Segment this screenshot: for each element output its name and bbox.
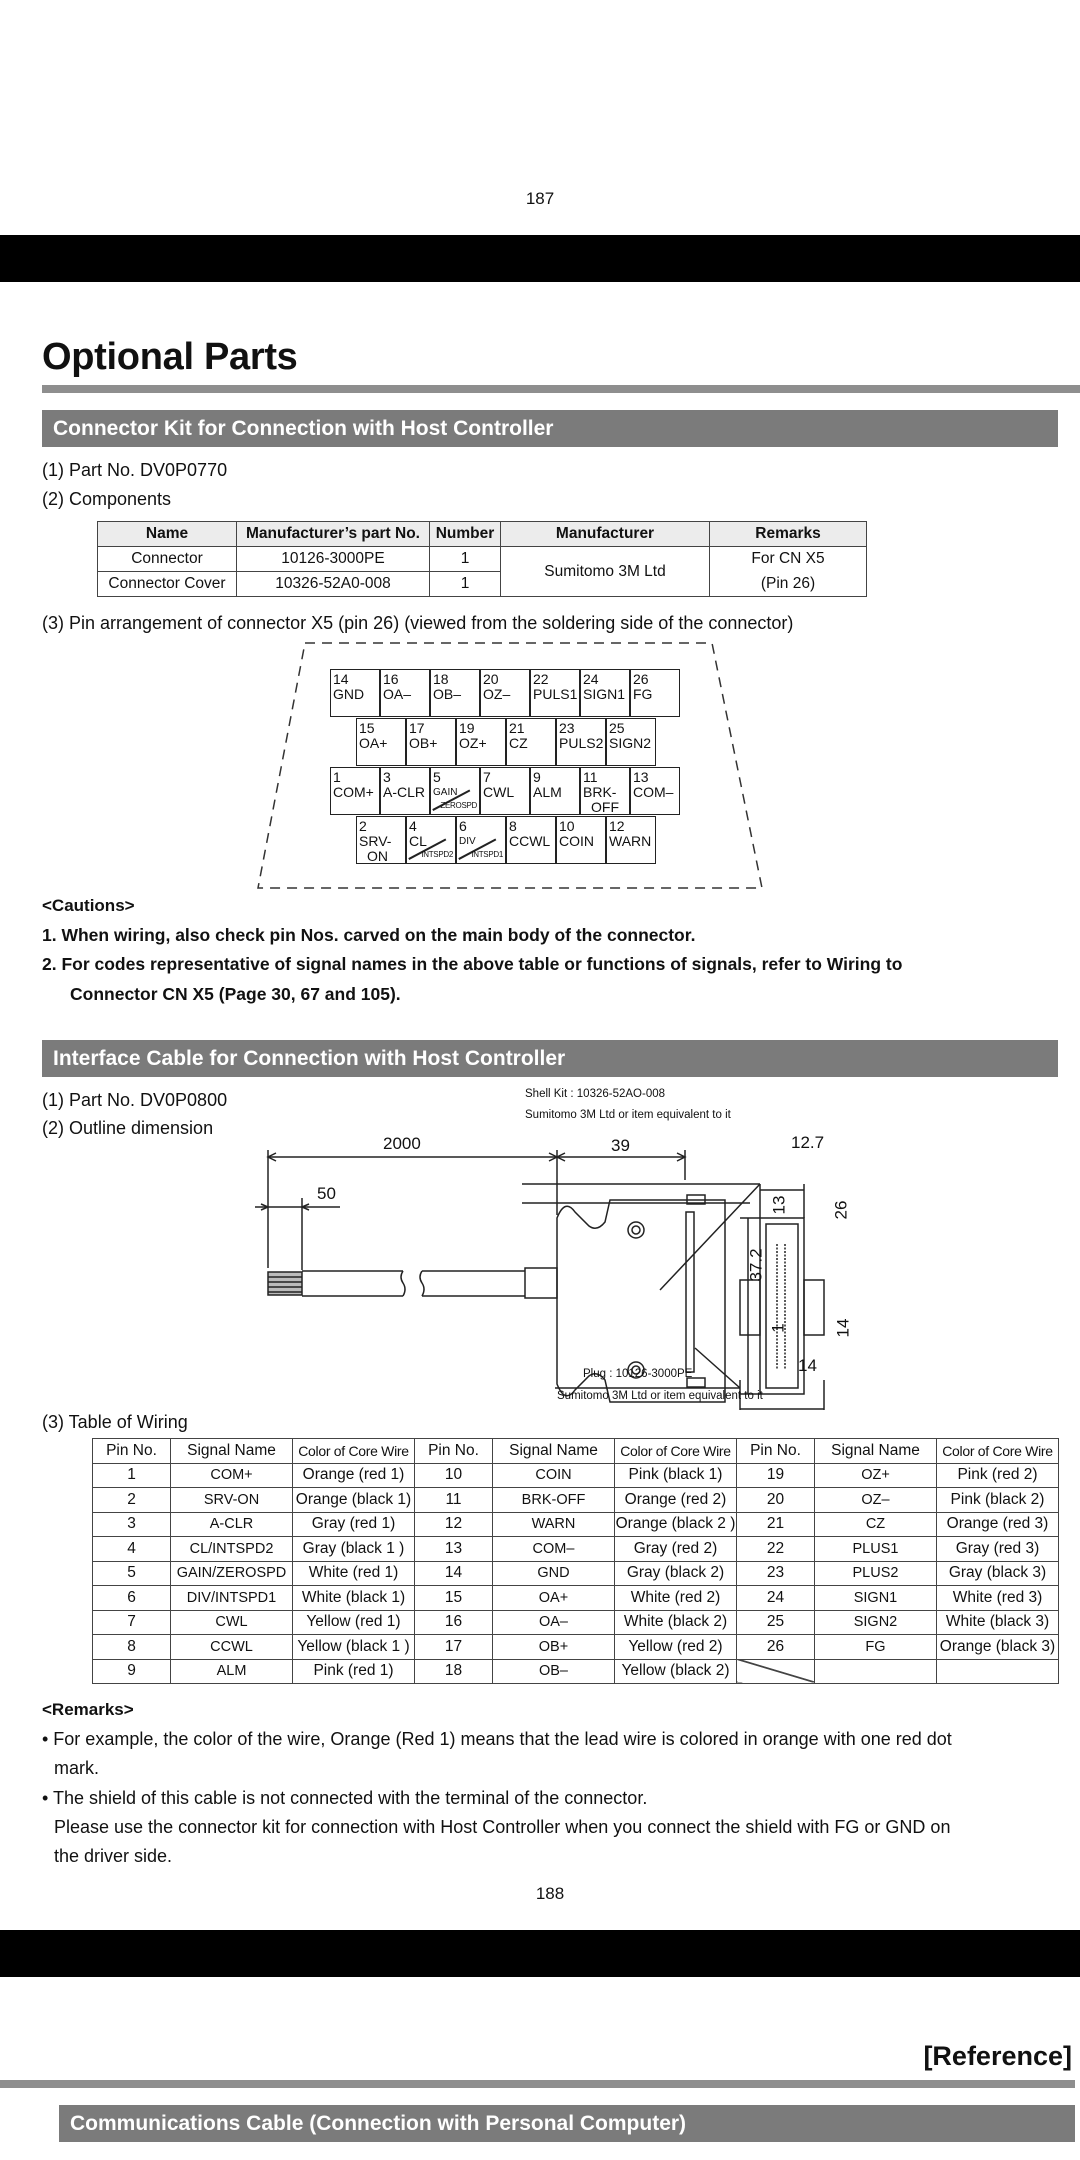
- cell: Orange (black 2 ): [615, 1512, 737, 1537]
- cell: Pink (red 1): [293, 1659, 415, 1684]
- cell: Orange (black 3): [937, 1635, 1059, 1660]
- cell: 23: [737, 1561, 815, 1586]
- cell: Pink (red 2): [937, 1463, 1059, 1488]
- remark-item-2-cont: Please use the connector kit for connection with Host Controller when you connect the shield with FG or GND on: [54, 1817, 951, 1837]
- reference-rule: [0, 2080, 1075, 2088]
- wiring-table: [92, 1438, 1059, 1684]
- remark-item-1-cont: mark.: [54, 1758, 99, 1778]
- col-header: Name: [98, 522, 237, 547]
- components-table: [97, 521, 867, 597]
- cell: 3: [93, 1512, 171, 1537]
- plug-label: Plug : 10126-3000PE: [583, 1368, 693, 1380]
- cell: Pink (black 1): [615, 1463, 737, 1488]
- remark-item-1: • For example, the color of the wire, Orange (Red 1) means that the lead wire is colored in orange with one red dot: [42, 1729, 952, 1749]
- cell: 4: [93, 1537, 171, 1562]
- cell: Yellow (red 1): [293, 1610, 415, 1635]
- outline-dimension-label: (2) Outline dimension: [42, 1118, 214, 1138]
- cell: 6: [93, 1586, 171, 1611]
- cell: 19: [737, 1463, 815, 1488]
- table-row: [98, 572, 867, 597]
- cell: CCWL: [171, 1635, 293, 1660]
- cell: 17: [415, 1635, 493, 1660]
- cell: COM–: [493, 1537, 615, 1562]
- pin-21: 21 CZ: [506, 718, 556, 766]
- cell: White (black 1): [293, 1586, 415, 1611]
- cell: Gray (black 2): [615, 1561, 737, 1586]
- table-header-row: [93, 1439, 1059, 1464]
- col-header: Number: [430, 522, 501, 547]
- cell: White (red 3): [937, 1586, 1059, 1611]
- col-header: Signal Name: [493, 1439, 615, 1464]
- cell: 12: [415, 1512, 493, 1537]
- col-header: Color of Core Wire: [937, 1439, 1059, 1464]
- cell: GAIN/ZEROSPD: [171, 1561, 293, 1586]
- cell: White (black 3): [937, 1610, 1059, 1635]
- cell: PLUS2: [815, 1561, 937, 1586]
- pin-26: 26 FG: [630, 669, 680, 717]
- dim-12-7: 12.7: [791, 1133, 825, 1152]
- table-row: [93, 1659, 1059, 1684]
- cell: Gray (black 3): [937, 1561, 1059, 1586]
- cell: CL/INTSPD2: [171, 1537, 293, 1562]
- cell: 16: [415, 1610, 493, 1635]
- caution-item-2: 2. For codes representative of signal names in the above table or functions of signals, refer to Wiring to: [42, 954, 903, 974]
- col-header: Signal Name: [815, 1439, 937, 1464]
- cell: 13: [415, 1537, 493, 1562]
- cell: 20: [737, 1488, 815, 1513]
- cell: 14: [415, 1561, 493, 1586]
- cell: Yellow (red 2): [615, 1635, 737, 1660]
- cell: Orange (red 2): [615, 1488, 737, 1513]
- pin-7: 7 CWL: [480, 767, 530, 815]
- table-row: [93, 1537, 1059, 1562]
- cell: 1: [430, 572, 501, 597]
- cell: Gray (red 2): [615, 1537, 737, 1562]
- pin-18: 18 OB–: [430, 669, 480, 717]
- cell: For CN X5: [710, 547, 867, 572]
- cell: OA+: [493, 1586, 615, 1611]
- dim-39: 39: [611, 1136, 630, 1155]
- cell: White (red 1): [293, 1561, 415, 1586]
- col-header: Pin No.: [93, 1439, 171, 1464]
- section-banner-connector-kit: Connector Kit for Connection with Host Controller: [42, 410, 1058, 447]
- section-banner-interface-cable: Interface Cable for Connection with Host Controller: [42, 1040, 1058, 1077]
- cell: Yellow (black 2): [615, 1659, 737, 1684]
- dim-37-2: 37.2: [746, 1248, 766, 1282]
- page-number-top: 187: [525, 189, 555, 208]
- dim-26: 26: [831, 1200, 851, 1220]
- cell: 26: [737, 1635, 815, 1660]
- cell: 5: [93, 1561, 171, 1586]
- cautions-title: <Cautions>: [42, 896, 135, 915]
- pin-6: 6 DIV INTSPD1: [456, 816, 506, 864]
- cell: Pink (black 2): [937, 1488, 1059, 1513]
- pin-4: 4 CL INTSPD2: [406, 816, 456, 864]
- cell: WARN: [493, 1512, 615, 1537]
- table-header-row: [98, 522, 867, 547]
- pin-9: 9 ALM: [530, 767, 580, 815]
- pin-14: 14 GND: [330, 669, 380, 717]
- pin-8: 8 CCWL: [506, 816, 556, 864]
- table-row: [98, 547, 867, 572]
- cell: GND: [493, 1561, 615, 1586]
- components-label: (2) Components: [42, 489, 172, 509]
- caution-item-2-cont: Connector CN X5 (Page 30, 67 and 105).: [70, 984, 401, 1004]
- pin-11: 11 BRK- OFF: [580, 767, 630, 815]
- cell: 22: [737, 1537, 815, 1562]
- cell: 1: [93, 1463, 171, 1488]
- pin-12: 12 WARN: [606, 816, 656, 864]
- cell: 11: [415, 1488, 493, 1513]
- cell: CWL: [171, 1610, 293, 1635]
- table-row: [93, 1561, 1059, 1586]
- cell: COIN: [493, 1463, 615, 1488]
- title-rule: [42, 385, 1080, 393]
- pin-23: 23 PULS2: [556, 718, 606, 766]
- page-number-bottom: 188: [535, 1884, 565, 1903]
- col-header: Pin No.: [415, 1439, 493, 1464]
- shell-kit-label: Shell Kit : 10326-52AO-008: [525, 1088, 666, 1100]
- pin-3: 3 A-CLR: [380, 767, 430, 815]
- cell: 21: [737, 1512, 815, 1537]
- cell: (Pin 26): [710, 572, 867, 597]
- cell: White (red 2): [615, 1586, 737, 1611]
- pin-13: 13 COM–: [630, 767, 680, 815]
- cell: Yellow (black 1 ): [293, 1635, 415, 1660]
- pin-20: 20 OZ–: [480, 669, 530, 717]
- cell: [937, 1659, 1059, 1684]
- cell: SRV-ON: [171, 1488, 293, 1513]
- cell: 2: [93, 1488, 171, 1513]
- pin-24: 24 SIGN1: [580, 669, 630, 717]
- table-row: [93, 1635, 1059, 1660]
- page-separator-band: [0, 235, 1080, 282]
- cell: Connector Cover: [98, 572, 237, 597]
- remark-item-2: • The shield of this cable is not connected with the terminal of the connector.: [42, 1788, 648, 1808]
- part-number: (1) Part No. DV0P0800: [42, 1090, 228, 1110]
- cell: Connector: [98, 547, 237, 572]
- cell: Orange (red 1): [293, 1463, 415, 1488]
- section-banner-communications-cable: Communications Cable (Connection with Personal Computer): [59, 2105, 1075, 2142]
- table-row: [93, 1463, 1059, 1488]
- dim-1: 1: [768, 1323, 788, 1333]
- col-header: Color of Core Wire: [615, 1439, 737, 1464]
- pin-10: 10 COIN: [556, 816, 606, 864]
- caution-item-1: 1. When wiring, also check pin Nos. carved on the main body of the connector.: [42, 925, 696, 945]
- col-header: Pin No.: [737, 1439, 815, 1464]
- col-header: Manufacturer’s part No.: [237, 522, 430, 547]
- cell: OZ–: [815, 1488, 937, 1513]
- pin-19: 19 OZ+: [456, 718, 506, 766]
- table-row: [93, 1586, 1059, 1611]
- page-title: Optional Parts: [42, 336, 298, 378]
- pin-15: 15 OA+: [356, 718, 406, 766]
- cell-manufacturer: Sumitomo 3M Ltd: [501, 547, 710, 597]
- cell: OZ+: [815, 1463, 937, 1488]
- reference-title: [Reference]: [923, 2041, 1072, 2071]
- cell: PLUS1: [815, 1537, 937, 1562]
- cable-outline-drawing: [240, 1080, 880, 1410]
- dim-2000: 2000: [383, 1134, 421, 1153]
- cell: Gray (red 1): [293, 1512, 415, 1537]
- cell: 25: [737, 1610, 815, 1635]
- cell: Orange (red 3): [937, 1512, 1059, 1537]
- pin-5: 5 GAIN ZEROSPD: [430, 767, 480, 815]
- table-row: [93, 1512, 1059, 1537]
- table-row: [93, 1610, 1059, 1635]
- cell: 1: [430, 547, 501, 572]
- cell: 7: [93, 1610, 171, 1635]
- wiring-table-label: (3) Table of Wiring: [42, 1412, 188, 1432]
- cell: Orange (black 1): [293, 1488, 415, 1513]
- cell: ALM: [171, 1659, 293, 1684]
- cell: White (black 2): [615, 1610, 737, 1635]
- cell: 10126-3000PE: [237, 547, 430, 572]
- cell: CZ: [815, 1512, 937, 1537]
- cell: [737, 1659, 815, 1684]
- dim-14-bottom: 14: [798, 1356, 817, 1375]
- remarks-title: <Remarks>: [42, 1700, 134, 1719]
- plug-maker: Sumitomo 3M Ltd or item equivalent to it: [557, 1390, 763, 1402]
- pin-22: 22 PULS1: [530, 669, 580, 717]
- cell: 24: [737, 1586, 815, 1611]
- cell: COM+: [171, 1463, 293, 1488]
- col-header: Signal Name: [171, 1439, 293, 1464]
- cell: SIGN1: [815, 1586, 937, 1611]
- pin-17: 17 OB+: [406, 718, 456, 766]
- cell: BRK-OFF: [493, 1488, 615, 1513]
- cell: 9: [93, 1659, 171, 1684]
- shell-kit-maker: Sumitomo 3M Ltd or item equivalent to it: [525, 1109, 731, 1121]
- pin-25: 25 SIGN2: [606, 718, 656, 766]
- pin-1: 1 COM+: [330, 767, 380, 815]
- pin-arrangement-label: (3) Pin arrangement of connector X5 (pin 26) (viewed from the soldering side of the connector): [42, 613, 794, 633]
- col-header: Remarks: [710, 522, 867, 547]
- page-separator-band: [0, 1930, 1080, 1977]
- cell: [815, 1659, 937, 1684]
- pin-2: 2 SRV- ON: [356, 816, 406, 864]
- remark-item-2-cont2: the driver side.: [54, 1846, 173, 1866]
- col-header: Color of Core Wire: [293, 1439, 415, 1464]
- cell: DIV/INTSPD1: [171, 1586, 293, 1611]
- dim-13: 13: [769, 1195, 789, 1215]
- cell: 8: [93, 1635, 171, 1660]
- cell: Gray (black 1 ): [293, 1537, 415, 1562]
- table-row: [93, 1488, 1059, 1513]
- cell: FG: [815, 1635, 937, 1660]
- cell: 15: [415, 1586, 493, 1611]
- cell: SIGN2: [815, 1610, 937, 1635]
- cell: 10326-52A0-008: [237, 572, 430, 597]
- cell: Gray (red 3): [937, 1537, 1059, 1562]
- cell: A-CLR: [171, 1512, 293, 1537]
- cell: OB+: [493, 1635, 615, 1660]
- dim-14-side: 14: [833, 1318, 853, 1338]
- dim-50: 50: [317, 1184, 336, 1203]
- col-header: Manufacturer: [501, 522, 710, 547]
- cell: 10: [415, 1463, 493, 1488]
- pin-16: 16 OA–: [380, 669, 430, 717]
- cell: OA–: [493, 1610, 615, 1635]
- part-number: (1) Part No. DV0P0770: [42, 460, 228, 480]
- cell: 18: [415, 1659, 493, 1684]
- cell: OB–: [493, 1659, 615, 1684]
